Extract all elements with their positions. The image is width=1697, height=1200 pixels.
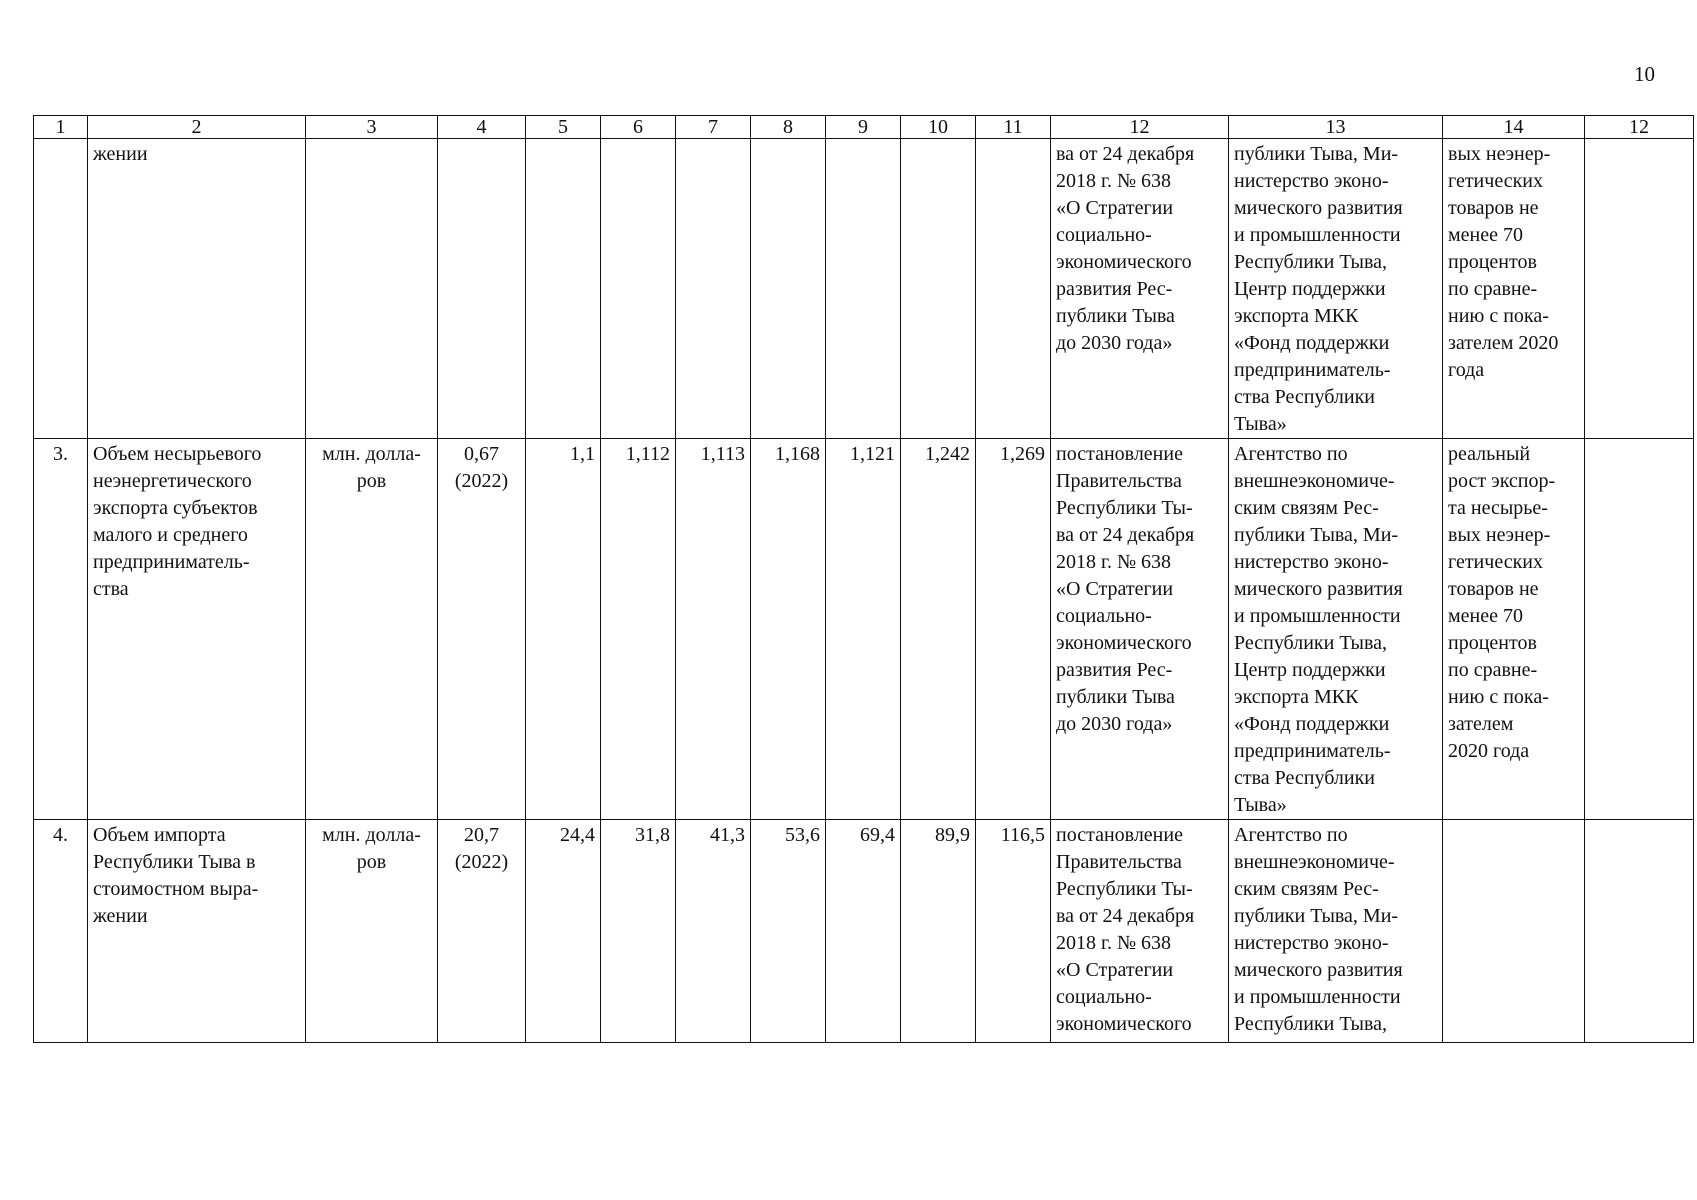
responsible-body: публики Тыва, Ми- нистерство эконо- мического развития и промышленности Республики Тыва, Центр поддержки экспорта МКК «Фонд поддержки предприниматель- ства Республики Тыва» (1229, 139, 1443, 439)
legal-basis: постановление Правительства Республики Ты- ва от 24 декабря 2018 г. № 638 «О Стратегии социально- экономического развития Рес- публики Тыва до 2030 года» (1051, 439, 1229, 820)
indicator-name: Объем несырьевого неэнергетического экспорта субъектов малого и среднего предприниматель- ства (88, 439, 306, 820)
indicator-name: Объем импорта Республики Тыва в стоимостном выра- жении (88, 820, 306, 1043)
legal-basis: постановление Правительства Республики Ты- ва от 24 декабря 2018 г. № 638 «О Стратегии социально- экономического (1051, 820, 1229, 1043)
base-value: 20,7 (2022) (438, 820, 526, 1043)
extra-cell (1585, 820, 1694, 1043)
unit-cell (306, 139, 438, 439)
header-cell: 3 (306, 116, 438, 139)
row-number (34, 139, 88, 439)
value-cell (676, 139, 751, 439)
value-cell: 89,9 (901, 820, 976, 1043)
row-number: 3. (34, 439, 88, 820)
table-row (34, 439, 1694, 820)
value-cell: 1,242 (901, 439, 976, 820)
header-cell: 11 (976, 116, 1051, 139)
expected-result (1443, 820, 1585, 1043)
expected-result: вых неэнер- гетических товаров не менее 70 процентов по сравне- нию с пока- зателем 2020 года (1443, 139, 1585, 439)
value-cell: 1,121 (826, 439, 901, 820)
value-cell: 31,8 (601, 820, 676, 1043)
extra-cell (1585, 139, 1694, 439)
value-cell (976, 139, 1051, 439)
value-cell: 69,4 (826, 820, 901, 1043)
legal-basis: ва от 24 декабря 2018 г. № 638 «О Стратегии социально- экономического развития Рес- публики Тыва до 2030 года» (1051, 139, 1229, 439)
indicators-table (33, 115, 1694, 1043)
page-number: 10 (1634, 62, 1655, 86)
unit-cell: млн. долла- ров (306, 820, 438, 1043)
unit-cell: млн. долла- ров (306, 439, 438, 820)
header-cell: 8 (751, 116, 826, 139)
expected-result: реальный рост экспор- та несырье- вых неэнер- гетических товаров не менее 70 процентов по сравне- нию с пока- зателем 2020 года (1443, 439, 1585, 820)
value-cell: 116,5 (976, 820, 1051, 1043)
table-row (34, 820, 1694, 1043)
value-cell (601, 139, 676, 439)
header-cell: 7 (676, 116, 751, 139)
responsible-body: Агентство по внешнеэкономиче- ским связям Рес- публики Тыва, Ми- нистерство эконо- мического развития и промышленности Республики Тыва, Центр поддержки экспорта МКК «Фонд поддержки предприниматель- ства Республики Тыва» (1229, 439, 1443, 820)
value-cell: 41,3 (676, 820, 751, 1043)
value-cell: 1,113 (676, 439, 751, 820)
header-cell: 12 (1051, 116, 1229, 139)
header-cell: 1 (34, 116, 88, 139)
value-cell (751, 139, 826, 439)
extra-cell (1585, 439, 1694, 820)
row-number: 4. (34, 820, 88, 1043)
header-cell: 5 (526, 116, 601, 139)
header-cell: 12 (1585, 116, 1694, 139)
value-cell: 1,269 (976, 439, 1051, 820)
responsible-body: Агентство по внешнеэкономиче- ским связям Рес- публики Тыва, Ми- нистерство эконо- мического развития и промышленности Республики Тыва, (1229, 820, 1443, 1043)
value-cell: 24,4 (526, 820, 601, 1043)
header-row (34, 116, 1694, 139)
header-cell: 4 (438, 116, 526, 139)
value-cell (526, 139, 601, 439)
value-cell: 1,168 (751, 439, 826, 820)
base-value: 0,67 (2022) (438, 439, 526, 820)
value-cell: 53,6 (751, 820, 826, 1043)
header-cell: 10 (901, 116, 976, 139)
value-cell: 1,112 (601, 439, 676, 820)
value-cell: 1,1 (526, 439, 601, 820)
header-cell: 9 (826, 116, 901, 139)
header-cell: 6 (601, 116, 676, 139)
header-cell: 2 (88, 116, 306, 139)
value-cell (826, 139, 901, 439)
indicator-name: жении (88, 139, 306, 439)
header-cell: 13 (1229, 116, 1443, 139)
value-cell (901, 139, 976, 439)
base-value (438, 139, 526, 439)
header-cell: 14 (1443, 116, 1585, 139)
table-row (34, 139, 1694, 439)
